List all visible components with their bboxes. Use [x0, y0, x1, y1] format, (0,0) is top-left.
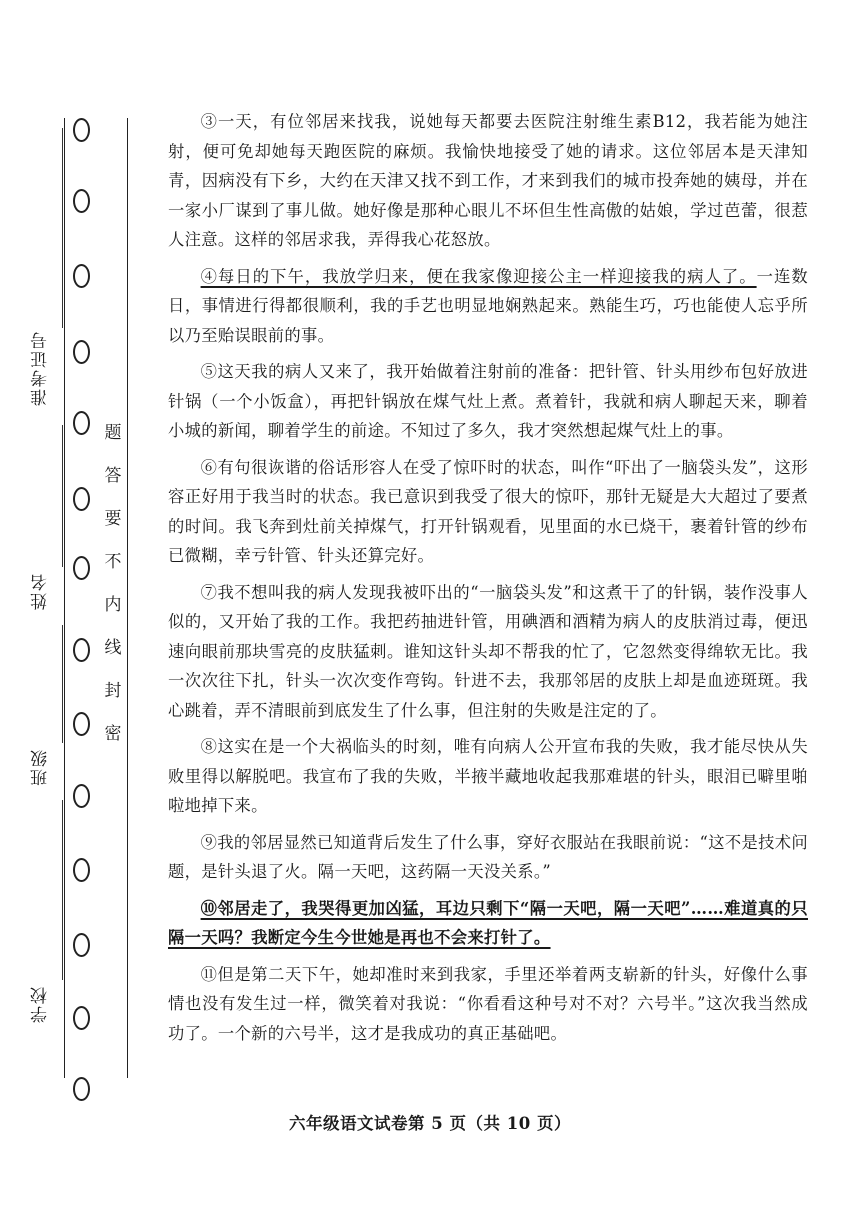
binding-hole: [73, 118, 90, 142]
paragraph-4-rest: 一连数日，事情进行得都很顺利，我的手艺也明显地娴熟起来。熟能生巧，巧也能使人忘乎所以乃至贻误眼前的事。: [168, 266, 808, 345]
binding-hole: [73, 340, 90, 364]
binding-hole: [73, 556, 90, 580]
paragraph-7: ⑦我不想叫我的病人发现我被吓出的“一脑袋头发”和这煮干了的针锅，装作没事人似的，又开始了我的工作。我把药抽进针管，用碘酒和酒精为病人的皮肤消过毒，便迅速向眼前那块雪亮的皮肤猛刺。谁知这针头却不帮我的忙了，它忽然变得绵软无比。我一次次往下扎，针头一次次变作弯钩。针进不去，我那邻居的皮肤上却是血迹斑斑。我心跳着，弄不清眼前到底发生了什么事，但注射的失败是注定的了。: [168, 582, 808, 720]
binding-hole: [73, 1077, 90, 1101]
class-label: 班级: [31, 748, 51, 786]
seal-char: 线: [104, 638, 122, 658]
seal-char: 答: [104, 466, 122, 486]
paragraph-10-emphasized: ⑩邻居走了，我哭得更加凶猛，耳边只剩下“隔一天吧，隔一天吧”……难道真的只隔一天吗？我断定今生今世她是再也不会来打针了。: [168, 898, 808, 947]
seal-char: 要: [104, 509, 122, 529]
exam-id-label: 准考证号: [31, 330, 51, 406]
binding-hole: [73, 933, 90, 957]
paragraph-9: ⑨我的邻居显然已知道背后发生了什么事，穿好衣服站在我眼前说：“这不是技术问题，是针头退了火。隔一天吧，这药隔一天没关系。”: [168, 832, 808, 881]
seal-char: 题: [104, 423, 122, 443]
binding-hole: [73, 487, 90, 511]
seal-char: 密: [104, 724, 122, 744]
paragraph-6: ⑥有句很诙谐的俗话形容人在受了惊吓时的状态，叫作“吓出了一脑袋头发”，这形容正好用于我当时的状态。我已意识到我受了很大的惊吓，那针无疑是大大超过了要煮的时间。我飞奔到灶前关掉煤气，打开针锅观看，见里面的水已烧干，裹着针管的纱布已微糊，幸亏针管、针头还算完好。: [168, 457, 808, 565]
reading-passage: [168, 107, 808, 1055]
name-fill-line: [62, 425, 63, 567]
binding-hole: [73, 1006, 90, 1030]
binding-hole: [73, 712, 90, 736]
paragraph-4: [168, 262, 808, 351]
page-footer: 六年级语文试卷第 5 页（共 10 页）: [289, 1114, 571, 1133]
seal-char: 内: [104, 595, 122, 615]
binding-hole: [73, 858, 90, 882]
paragraph-5: ⑤这天我的病人又来了，我开始做着注射前的准备：把针管、针头用纱布包好放进针锅（一个小饭盒），再把针锅放在煤气灶上煮。煮着针，我就和病人聊起天来，聊着小城的新闻，聊着学生的前途。不知过了多久，我才突然想起煤气灶上的事。: [168, 362, 808, 440]
class-fill-line: [62, 625, 63, 743]
binding-hole: [73, 784, 90, 808]
seal-char: 不: [104, 552, 122, 572]
binding-line-left: [64, 118, 65, 1078]
paragraph-11: ⑪但是第二天下午，她却准时来到我家，手里还举着两支崭新的针头，好像什么事情也没有发生过一样，微笑着对我说：“你看看这种号对不对？六号半。”这次我当然成功了。一个新的六号半，这才是我成功的真正基础吧。: [168, 964, 808, 1043]
seal-char: 封: [104, 681, 122, 701]
name-label: 姓名: [31, 572, 51, 610]
binding-margin: [0, 0, 150, 1215]
exam-id-fill-line: [62, 128, 63, 328]
paragraph-8: ⑧这实在是一个大祸临头的时刻，唯有向病人公开宣布我的失败，我才能尽快从失败里得以解脱吧。我宣布了我的失败，半掖半藏地收起我那难堪的针头，眼泪已噼里啪啦地掉下来。: [168, 737, 808, 815]
binding-hole: [73, 411, 90, 435]
binding-hole: [73, 189, 90, 213]
binding-hole: [73, 638, 90, 662]
underlined-sentence: ④每日的下午，我放学归来，便在我家像迎接公主一样迎接我的病人了。: [200, 266, 757, 286]
school-label: 学校: [31, 985, 51, 1023]
paragraph-3: ③一天，有位邻居来找我，说她每天都要去医院注射维生素B12，我若能为她注射，便可免却她每天跑医院的麻烦。我愉快地接受了她的请求。这位邻居本是天津知青，因病没有下乡，大约在天津又找不到工作，才来到我们的城市投奔她的姨母，并在一家小厂谋到了事儿做。她好像是那种心眼儿不坏但生性高傲的姑娘，学过芭蕾，很惹人注意。这样的邻居求我，弄得我心花怒放。: [168, 112, 808, 249]
school-fill-line: [62, 800, 63, 980]
binding-hole: [73, 264, 90, 288]
binding-line-right: [127, 118, 128, 1078]
